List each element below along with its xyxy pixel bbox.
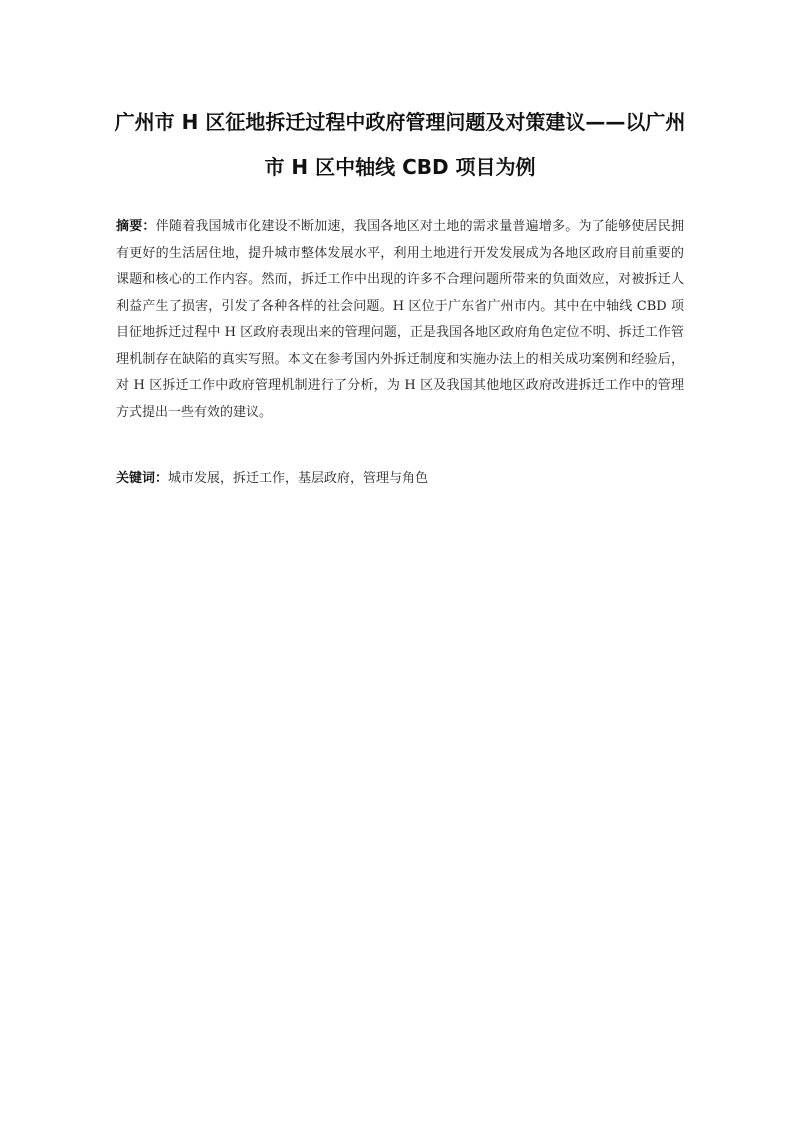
abstract-paragraph: [116, 214, 684, 426]
keywords-paragraph: [116, 466, 684, 492]
keywords-text: 城市发展，拆迁工作，基层政府，管理与角色: [168, 471, 429, 486]
abstract-text: 伴随着我国城市化建设不断加速，我国各地区对土地的需求量普遍增多。为了能够使居民拥有更好的生活居住地，提升城市整体发展水平，利用土地进行开发发展成为各地区政府目前重要的课题和核心的工作内容。然而，拆迁工作中出现的许多不合理问题所带来的负面效应，对被拆迁人利益产生了损害，引发了各种各样的社会问题。H 区位于广东省广州市内。其中在中轴线 CBD 项目征地拆迁过程中 H 区政府表现出来的管理问题，正是我国各地区政府角色定位不明、拆迁工作管理机制存在缺陷的真实写照。本文在参考国内外拆迁制度和实施办法上的相关成功案例和经验后，对 H 区拆迁工作中政府管理机制进行了分析，为 H 区及我国其他地区政府改进拆迁工作中的管理方式提出一些有效的建议。: [116, 219, 684, 420]
document-title: 广州市 H 区征地拆迁过程中政府管理问题及对策建议——以广州市 H 区中轴线 CBD 项目为例: [114, 110, 686, 179]
keywords-label: 关键词：: [116, 471, 169, 486]
abstract-label: 摘要：: [116, 219, 156, 234]
